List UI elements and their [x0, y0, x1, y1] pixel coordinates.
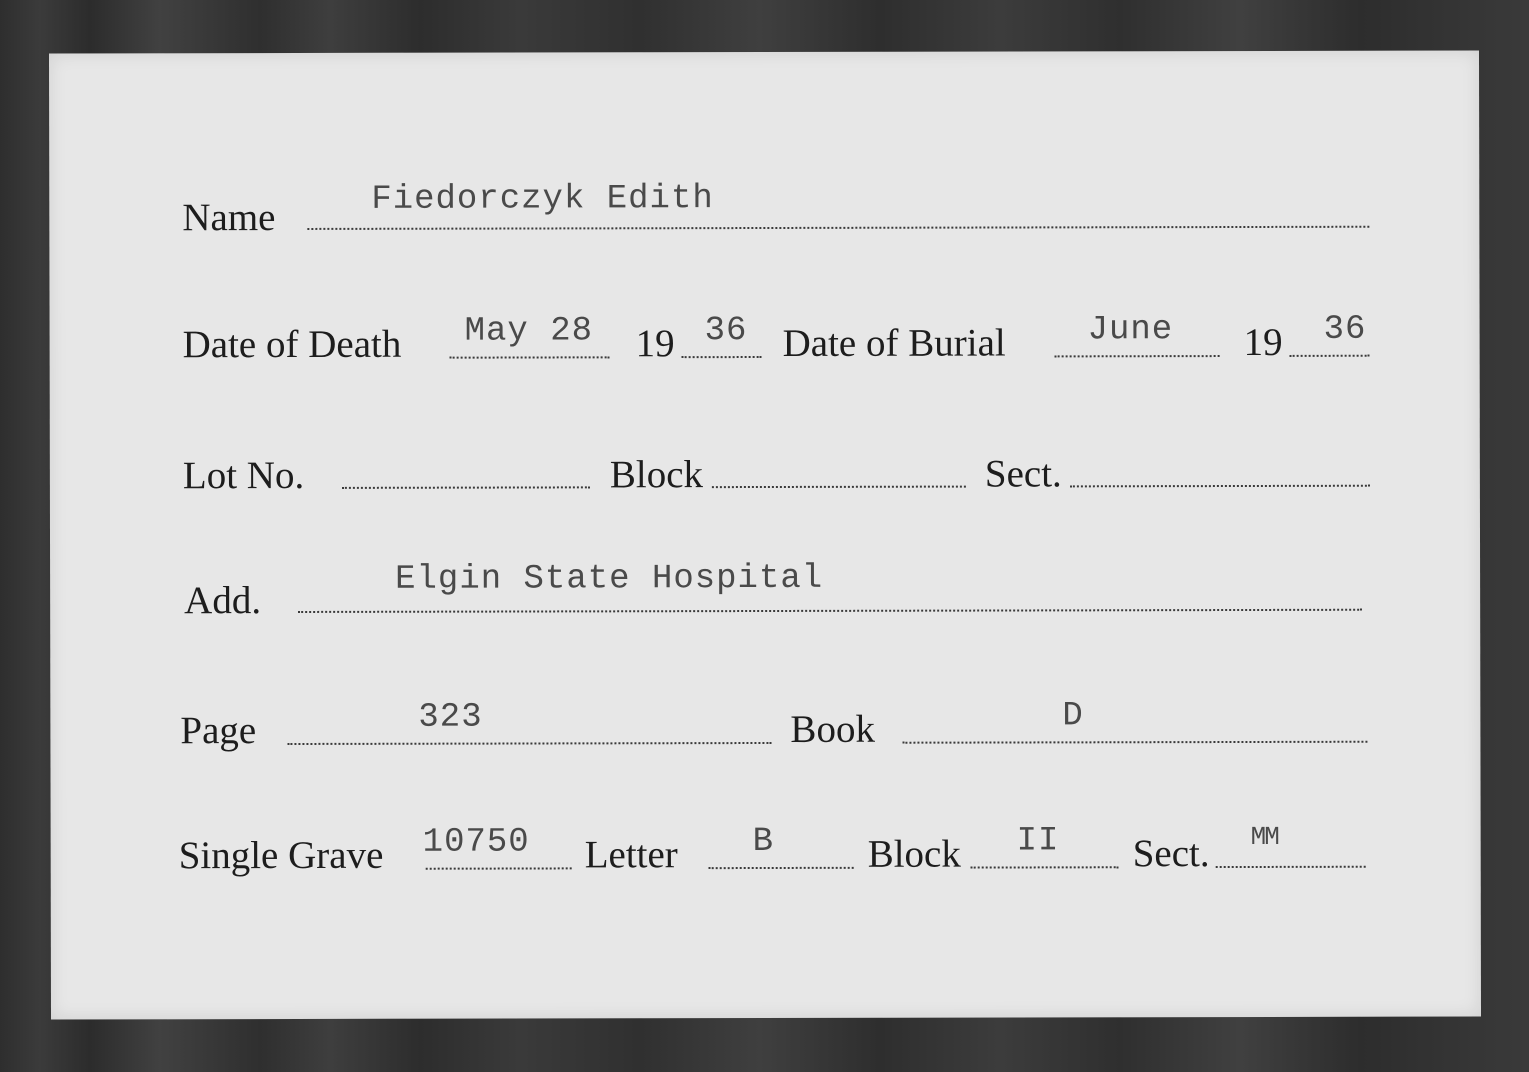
- grave-sect-label: Sect.: [1132, 832, 1210, 876]
- book-label: Book: [790, 707, 875, 751]
- grave-block-dotted-line: [971, 866, 1119, 868]
- sect-label: Sect.: [984, 452, 1062, 496]
- letter-label: Letter: [584, 833, 678, 877]
- name-value: Fiedorczyk Edith: [371, 180, 714, 219]
- grave-block-label: Block: [867, 832, 961, 876]
- grave-block-value: II: [1016, 822, 1060, 861]
- single-grave-value: 10750: [422, 823, 530, 862]
- page-dotted-line: [287, 742, 771, 745]
- burial-month-day-value: June: [1087, 311, 1174, 350]
- death-year-value: 36: [704, 312, 748, 351]
- address-value: Elgin State Hospital: [395, 559, 824, 599]
- date-of-death-label: Date of Death: [182, 322, 402, 367]
- burial-record-card: [49, 51, 1481, 1020]
- single-grave-dotted-line: [426, 867, 572, 869]
- grave-sect-dotted-line: [1216, 866, 1366, 868]
- death-date-dotted-line: [450, 356, 610, 358]
- block-dotted-line: [712, 486, 966, 489]
- burial-year-prefix: 19: [1243, 320, 1283, 364]
- burial-date-dotted-line: [1055, 355, 1220, 357]
- book-dotted-line: [902, 741, 1367, 744]
- lot-no-dotted-line: [342, 486, 590, 489]
- sect-dotted-line: [1070, 485, 1370, 488]
- grave-sect-value: MM: [1250, 821, 1278, 852]
- death-year-prefix: 19: [635, 322, 675, 366]
- burial-year-dotted-line: [1290, 355, 1370, 357]
- letter-value: B: [752, 822, 775, 862]
- add-label: Add.: [184, 579, 262, 623]
- page-label: Page: [180, 709, 257, 753]
- name-label: Name: [182, 196, 276, 240]
- block-label: Block: [609, 453, 704, 497]
- page-value: 323: [418, 698, 483, 737]
- date-of-burial-label: Date of Burial: [782, 321, 1006, 365]
- death-month-day-value: May 28: [464, 312, 594, 351]
- letter-dotted-line: [709, 867, 854, 869]
- death-year-dotted-line: [682, 356, 762, 358]
- book-value: D: [1062, 697, 1084, 736]
- single-grave-label: Single Grave: [178, 833, 384, 878]
- address-dotted-line: [298, 609, 1362, 613]
- name-dotted-line: [307, 226, 1369, 230]
- burial-year-value: 36: [1323, 310, 1367, 349]
- lot-no-label: Lot No.: [182, 453, 305, 498]
